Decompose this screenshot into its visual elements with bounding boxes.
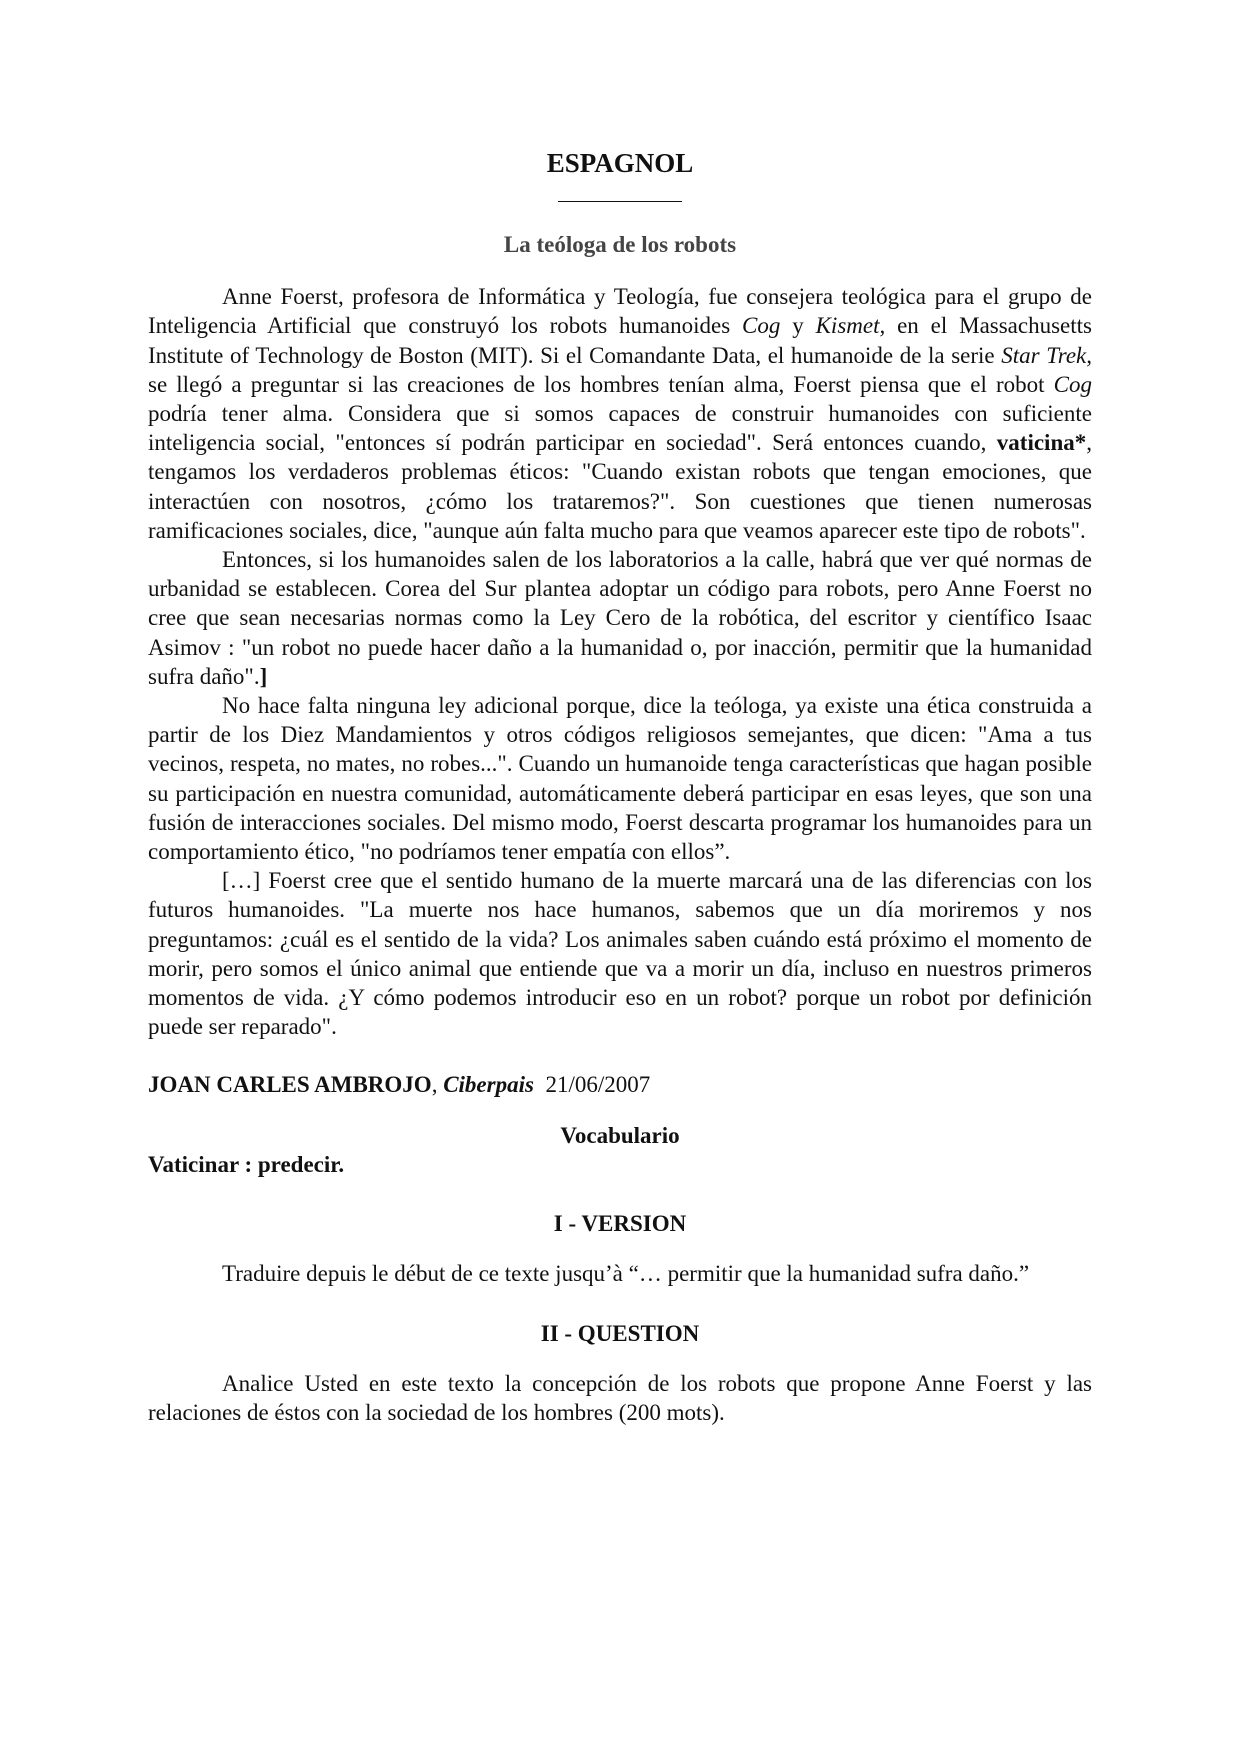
article-body	[148, 282, 1092, 1041]
robot-name-cog: Cog	[742, 313, 781, 339]
byline: JOAN CARLES AMBROJO, Ciberpais 21/06/2007	[148, 1072, 651, 1098]
paragraph-4: […] Foerst cree que el sentido humano de la muerte marcará una de las diferencias con los futuros humanoides. "La muerte nos hace humanos, sabemos que un día moriremos y nos preguntamos: ¿cuál es el sentido de la vida? Los animales saben cuándo está próximo el momento de morir, pero somos el único animal que entiende que va a morir un día, incluso en nuestros primeros momentos de vida. ¿Y cómo podemos introducir eso en un robot? porque un robot por definición puede ser reparado".	[148, 868, 1092, 1040]
vocabulary-item: Vaticinar : predecir.	[148, 1151, 345, 1177]
question-heading: II - QUESTION	[540, 1320, 700, 1346]
document-title: ESPAGNOL	[546, 148, 694, 178]
vocabulary-heading: Vocabulario	[560, 1122, 680, 1148]
series-name: Star Trek,	[1001, 342, 1092, 368]
title-underline	[558, 201, 682, 202]
article-title: La teóloga de los robots	[503, 232, 737, 257]
paragraph-3: No hace falta ninguna ley adicional porque, dice la teóloga, ya existe una ética construida a partir de los Diez Mandamientos y otros códigos religiosos semejantes, que dicen: "Ama a tus vecinos, respeta, no mates, no robes...". Cuando un humanoide tenga características que hagan posible su participación en nuestra comunidad, automáticamente deberá participar en esas leyes, que son una fusión de interacciones sociales. Del mismo modo, Foerst descarta programar los humanoides para un comportamiento ético, "no podríamos tener empatía con ellos”.	[148, 693, 1092, 865]
robot-name-cog: Cog	[1053, 371, 1092, 397]
byline-source: Ciberpais	[443, 1072, 534, 1098]
translation-end-mark: ]	[259, 663, 268, 689]
robot-name-kismet: Kismet,	[815, 313, 886, 339]
vocab-keyword: vaticina*	[996, 430, 1087, 456]
question-instructions: Analice Usted en este texto la concepción de los robots que propone Anne Foerst y las relaciones de éstos con la sociedad de los hombres (200 mots).	[148, 1370, 1092, 1425]
document-page	[148, 145, 1092, 1427]
byline-author: JOAN CARLES AMBROJO	[148, 1072, 432, 1098]
byline-date: 21/06/2007	[545, 1072, 651, 1098]
paragraph-1: Anne Foerst, profesora de Informática y Teología, fue consejera teológica para el grupo de Inteligencia Artificial que construyó los robots humanoides Cog y Kismet, en el Massachusetts Institute of Technology de Boston (MIT). Si el Comandante Data, el humanoide de la serie Star Trek, se llegó a preguntar si las creaciones de los hombres tenían alma, Foerst piensa que el robot Cog podría tener alma. Considera que si somos capaces de construir humanoides con suficiente inteligencia social, "entonces sí podrán participar en sociedad". Será entonces cuando, vaticina*, tengamos los verdaderos problemas éticos: "Cuando existan robots que tengan emociones, que interactúen con nosotros, ¿cómo los trataremos?". Son cuestiones que tienen numerosas ramificaciones sociales, dice, "aunque aún falta mucho para que veamos aparecer este tipo de robots".	[148, 284, 1092, 543]
version-instructions: Traduire depuis le début de ce texte jusqu’à “… permitir que la humanidad sufra daño.”	[222, 1261, 1030, 1287]
version-heading: I - VERSION	[553, 1211, 687, 1237]
paragraph-2: Entonces, si los humanoides salen de los laboratorios a la calle, habrá que ver qué normas de urbanidad se establecen. Corea del Sur plantea adoptar un código para robots, pero Anne Foerst no cree que sean necesarias normas como la Ley Cero de la robótica, del escritor y científico Isaac Asimov : "un robot no puede hacer daño a la humanidad o, por inacción, permitir que la humanidad sufra daño".]	[148, 547, 1092, 689]
